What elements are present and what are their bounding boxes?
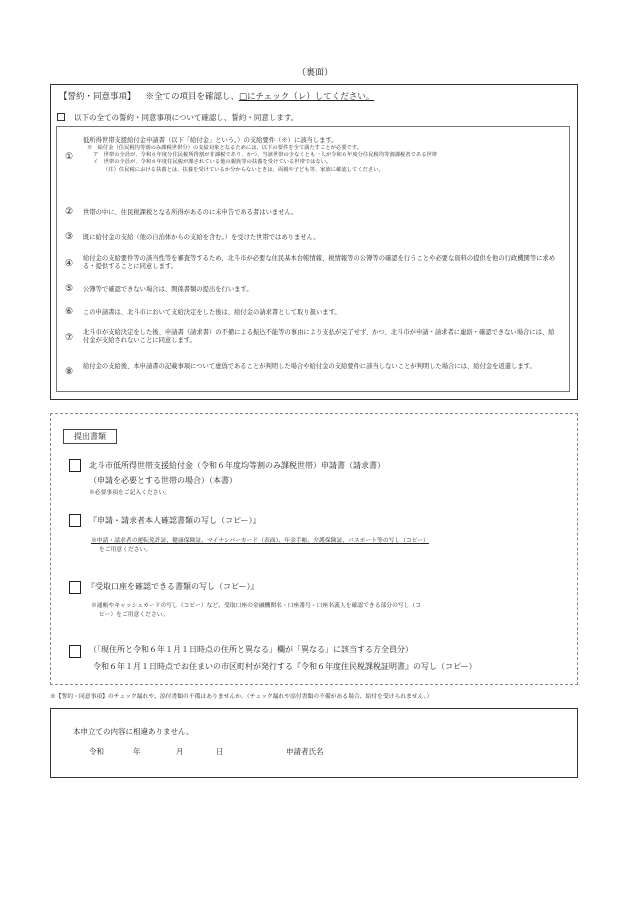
oath-item-text: この申請書は、北斗市において支給決定をした後は、給付金の請求書として取り扱います。 (83, 309, 341, 316)
oath-item-number: ① (65, 152, 74, 162)
applicant-name-label: 申請者氏名 (286, 747, 324, 756)
oath-item-text: 世帯の中に、住民税課税となる所得があるのに未申告である者はいません。 (83, 209, 298, 216)
document-note: ※通帳やキャッシュカードの写し（コピー）など、受取口座の金融機関名・口座番号・口座名義人を確認できる部分の写し（コ (91, 603, 422, 609)
oath-item-number: ③ (65, 232, 74, 242)
document-checkbox-bank[interactable] (69, 581, 81, 594)
oath-item-text: 給付金の支給要件等の該当性等を審査等するため、北斗市が必要な住民基本台帳情報、税情報等の公簿等の確認を行うことや必要な資料の提供を他の行政機関等に求める・提供することに同意します。 (83, 255, 556, 271)
oath-item-number: ④ (65, 259, 74, 269)
oath-item-subnote: イ 世帯の全員が、令和６年度住民税が課されている他の親族等の扶養を受けている世帯ではない。 (93, 159, 332, 166)
oath-item-number: ⑤ (65, 284, 74, 294)
document-title: （「現住所と令和６年１月１日時点の住所と異なる」欄が「異なる」に該当する方全員分） (89, 645, 413, 654)
agree-all-row (57, 112, 298, 123)
date-era: 令和 (89, 747, 104, 756)
oath-item-text-wrap (83, 137, 559, 174)
oath-section (50, 84, 578, 400)
date-year-label: 年 (133, 747, 141, 756)
document-note: ピー）をご用意ください。 (99, 612, 169, 618)
oath-item-subnote: ア 世帯の全員が、令和６年度分住民税所得割が非課税であり、かつ、当該世帯の少なくとも一人が令和６年度分住民税均等割課税者である世帯 (93, 152, 438, 159)
document-title: 『受取口座を確認できる書類の写し（コピー）』 (87, 582, 259, 591)
agree-all-label: 以下の全ての誓約・同意事項について確認し、誓約・同意します。 (74, 113, 299, 122)
declaration-date-row (89, 746, 324, 757)
oath-item-subnote: ※ 給付金（住民税均等割のみ課税世帯分）の支給対象となるためには、以下の要件を全て満たすことが必要です。 (87, 145, 363, 152)
oath-item-text: 低所得世帯支援給付金申請書（以下「給付金」という。）の支給要件（※）に該当します。 (83, 137, 338, 144)
document-title: 北斗市低所得世帯支援給付金（令和６年度均等割のみ課税世帯）申請書（請求書） (89, 461, 385, 470)
document-checkbox-application[interactable] (69, 459, 81, 472)
agree-all-checkbox[interactable] (57, 113, 65, 121)
document-title: 『申請・請求者本人確認書類の写し（コピー）』 (89, 516, 261, 525)
oath-item-number: ② (65, 207, 74, 217)
oath-note: ※全ての項目を確認し、 (145, 92, 240, 102)
oath-heading-label: 【誓約・同意事項】 (59, 92, 136, 102)
documents-heading: 提出書類 (63, 429, 117, 444)
date-day-label: 日 (216, 747, 224, 756)
documents-section (50, 413, 578, 685)
oath-item-text: 北斗市が支給決定をした後、申請書（請求書）の不備による振込不能等の事由により支払が完了せず、かつ、北斗市が申請・請求者に連絡・確認できない場合には、給付金が支給されないことに同意します。 (83, 329, 555, 345)
document-checkbox-tax-certificate[interactable] (69, 645, 81, 658)
document-note: ※申請・請求者の運転免許証、健康保険証、マイナンバーカード（表面）、年金手帳、介護保険証、パスポート等の写し（コピー） (91, 538, 429, 544)
oath-items-box (56, 126, 570, 392)
oath-item-text: 給付金の支給後、本申請書の記載事項について虚偽であることが判明した場合や給付金の支給要件に該当しないことが判明した場合には、給付金を返還します。 (83, 363, 536, 370)
oath-item-text: 公簿等で確認できない場合は、関係書類の提出を行います。 (83, 286, 253, 293)
oath-item-number: ⑦ (65, 333, 74, 343)
document-subtitle: （申請を必要とする世帯の場合）（本書） (89, 476, 237, 485)
oath-item-text: 既に給付金の支給（他の自治体からの支給を含む。）を受けた世帯ではありません。 (83, 234, 320, 241)
declaration-section (50, 708, 578, 778)
declaration-text: 本申立ての内容に相違ありません。 (73, 727, 194, 736)
document-note: ※必要事項をご記入ください。 (89, 490, 171, 496)
page-title: （裏面） (296, 68, 333, 78)
oath-item-subnote: （注）住民税における扶養とは、扶養を受けているか分からないときは、両親や子ども等、家族に確認してください。 (103, 166, 384, 173)
oath-item-number: ⑧ (65, 367, 74, 377)
document-note: をご用意ください。 (99, 547, 152, 553)
date-month-label: 月 (176, 747, 184, 756)
footnote: ※【誓約・同意事項】のチェック漏れや、添付書類の不備はありませんか。（チェック漏れや添付書類の不備がある場合、給付を受けられません。） (50, 694, 433, 700)
document-checkbox-id[interactable] (69, 514, 81, 527)
document-subtitle: 令和６年１月１日時点でお住まいの市区町村が発行する『令和６年度住民税課税証明書』の写し（コピー） (93, 662, 477, 671)
oath-note-emphasis: □にチェック（レ）してください。 (239, 92, 375, 102)
oath-heading (59, 90, 374, 102)
oath-item-number: ⑥ (65, 307, 74, 317)
